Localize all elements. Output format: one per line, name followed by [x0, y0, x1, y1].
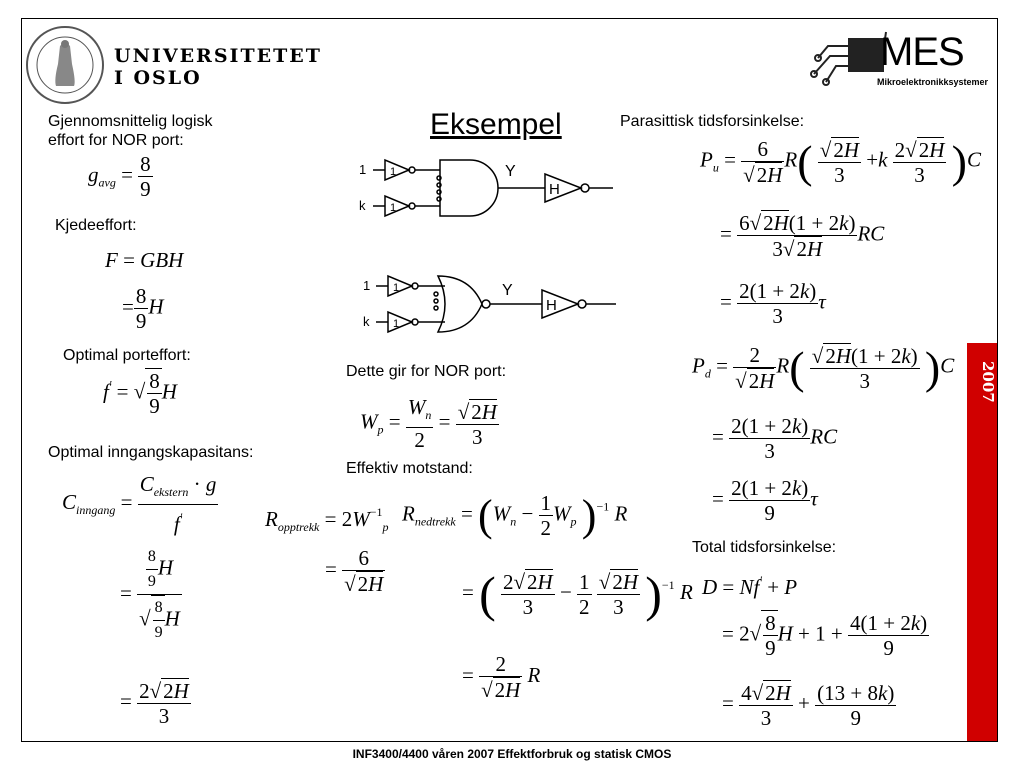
pu-step3: = $\frac{2(1 + 2k)}{3}$ τ [720, 279, 826, 328]
logical-effort-label-line2: effort for NOR port: [48, 132, 184, 149]
footer-text: INF3400/4400 våren 2007 Effektforbruk og statisk CMOS [352, 747, 672, 761]
gate2-output-label: Y [502, 282, 513, 299]
r-pullup-equation: $R_{opptrekk} = 2W^{-1}_p$ [265, 505, 389, 534]
g-avg-equation: $g_{avg}$ = $\frac{8}{9}$ [88, 152, 151, 201]
pu-step2: = $\frac{6√2H(1 + 2k)}{3√2H}$ RC [720, 211, 885, 261]
pd-step2: = $\frac{2(1 + 2k)}{3}$ RC [712, 414, 838, 463]
wp-equation: $W_p$ = $\frac{W_n}{2}$ = $\frac{√2H}{3}$ [360, 395, 497, 452]
gate2-input-k: k [363, 314, 370, 329]
input-cap-step3: = $\frac{2√2H}{3}$ [120, 679, 189, 728]
r-pulldown-step3: = $\frac{2}{√2H}$ R [462, 652, 541, 702]
pd-equation: $P_d$ = $\frac{2}{√2H}$ R( $\frac{√2H(1 + 2k)}{3}$ )C [692, 342, 955, 393]
path-effort-simplified: = $\frac{8}{9}$ H [122, 284, 164, 333]
input-cap-step2: = $\frac{8}{9}$ H √ $\frac{8}{9}$ H [120, 545, 182, 645]
optimal-stage-effort-label: Optimal porteffort: [63, 347, 191, 364]
pu-equation: $P_u$ = $\frac{6}{√2H}$ R( $\frac{√2H}{3}$ +k $\frac{2√2H}{3}$ )C [700, 136, 981, 187]
gate1-inv2-label: 1 [390, 202, 397, 214]
page-title: Eksempel [430, 108, 562, 141]
gate1-inv1-label: 1 [390, 166, 397, 178]
r-pullup-step2: = $\frac{6}{√2H}$ [325, 546, 384, 596]
gate1-input-1: 1 [359, 162, 367, 177]
optimal-stage-effort-equation: f' = √ $\frac{8}{9}$ H [103, 369, 177, 418]
mes-logo-subtitle: Mikroelektronikksystemer [877, 77, 989, 87]
university-seal-icon [24, 24, 106, 106]
pd-step3: = $\frac{2(1 + 2k)}{9}$ τ [712, 476, 818, 525]
gate1-input-k: k [359, 198, 366, 213]
input-cap-equation: $C_{inngang}$ = $\frac{C_{ekstern} \cdot g}{f'}$ [62, 472, 217, 536]
university-name-line1: UNIVERSITETET [114, 45, 322, 67]
gate1-inverter-label: H [549, 181, 560, 198]
total-delay-step3: = $\frac{4√2H}{3}$ + $\frac{(13 + 8k)}{9}$ [722, 680, 895, 730]
university-name-line2: I OSLO [114, 67, 202, 89]
optimal-input-cap-label: Optimal inngangskapasitans: [48, 444, 254, 461]
year-label: 2007 [979, 361, 997, 403]
mes-logo-text: MES [880, 30, 964, 74]
total-delay-equation: D = Nf' + P [702, 573, 798, 599]
nor-port-label: Dette gir for NOR port: [346, 363, 507, 380]
gate2-inv2-label: 1 [393, 318, 400, 330]
university-name [114, 45, 322, 89]
path-effort-equation: F = GBH [105, 248, 184, 272]
r-pulldown-equation: $R_{nedtrekk} = (W_n$ − $\frac{1}{2}$ $W_p$ )$^{-1}$ R [402, 491, 628, 540]
circuit-logo-icon [808, 26, 888, 92]
path-effort-label: Kjedeeffort: [55, 217, 137, 234]
gate2-input-1: 1 [363, 278, 371, 293]
parasitic-delay-label: Parasittisk tidsforsinkelse: [620, 113, 805, 130]
logical-effort-label [48, 112, 213, 150]
gate1-output-label: Y [505, 163, 516, 180]
gate2-inv1-label: 1 [393, 282, 400, 294]
total-delay-step2: = 2√ $\frac{8}{9}$ H + 1 + $\frac{4(1 + 2k)}{9}$ [722, 611, 928, 660]
gate2-inverter-label: H [546, 297, 557, 314]
logical-effort-label-line1: Gjennomsnittelig logisk [48, 113, 213, 130]
r-pulldown-step2: = ( $\frac{2√2H}{3}$ − $\frac{1}{2}$ $\frac{√2H}{3}$ )$^{-1}$ R [462, 566, 693, 622]
effective-resistance-label: Effektiv motstand: [346, 460, 473, 477]
nand-style-gate-diagram [355, 152, 615, 224]
total-delay-label: Total tidsforsinkelse: [692, 539, 837, 556]
nor-gate-diagram [360, 268, 620, 340]
